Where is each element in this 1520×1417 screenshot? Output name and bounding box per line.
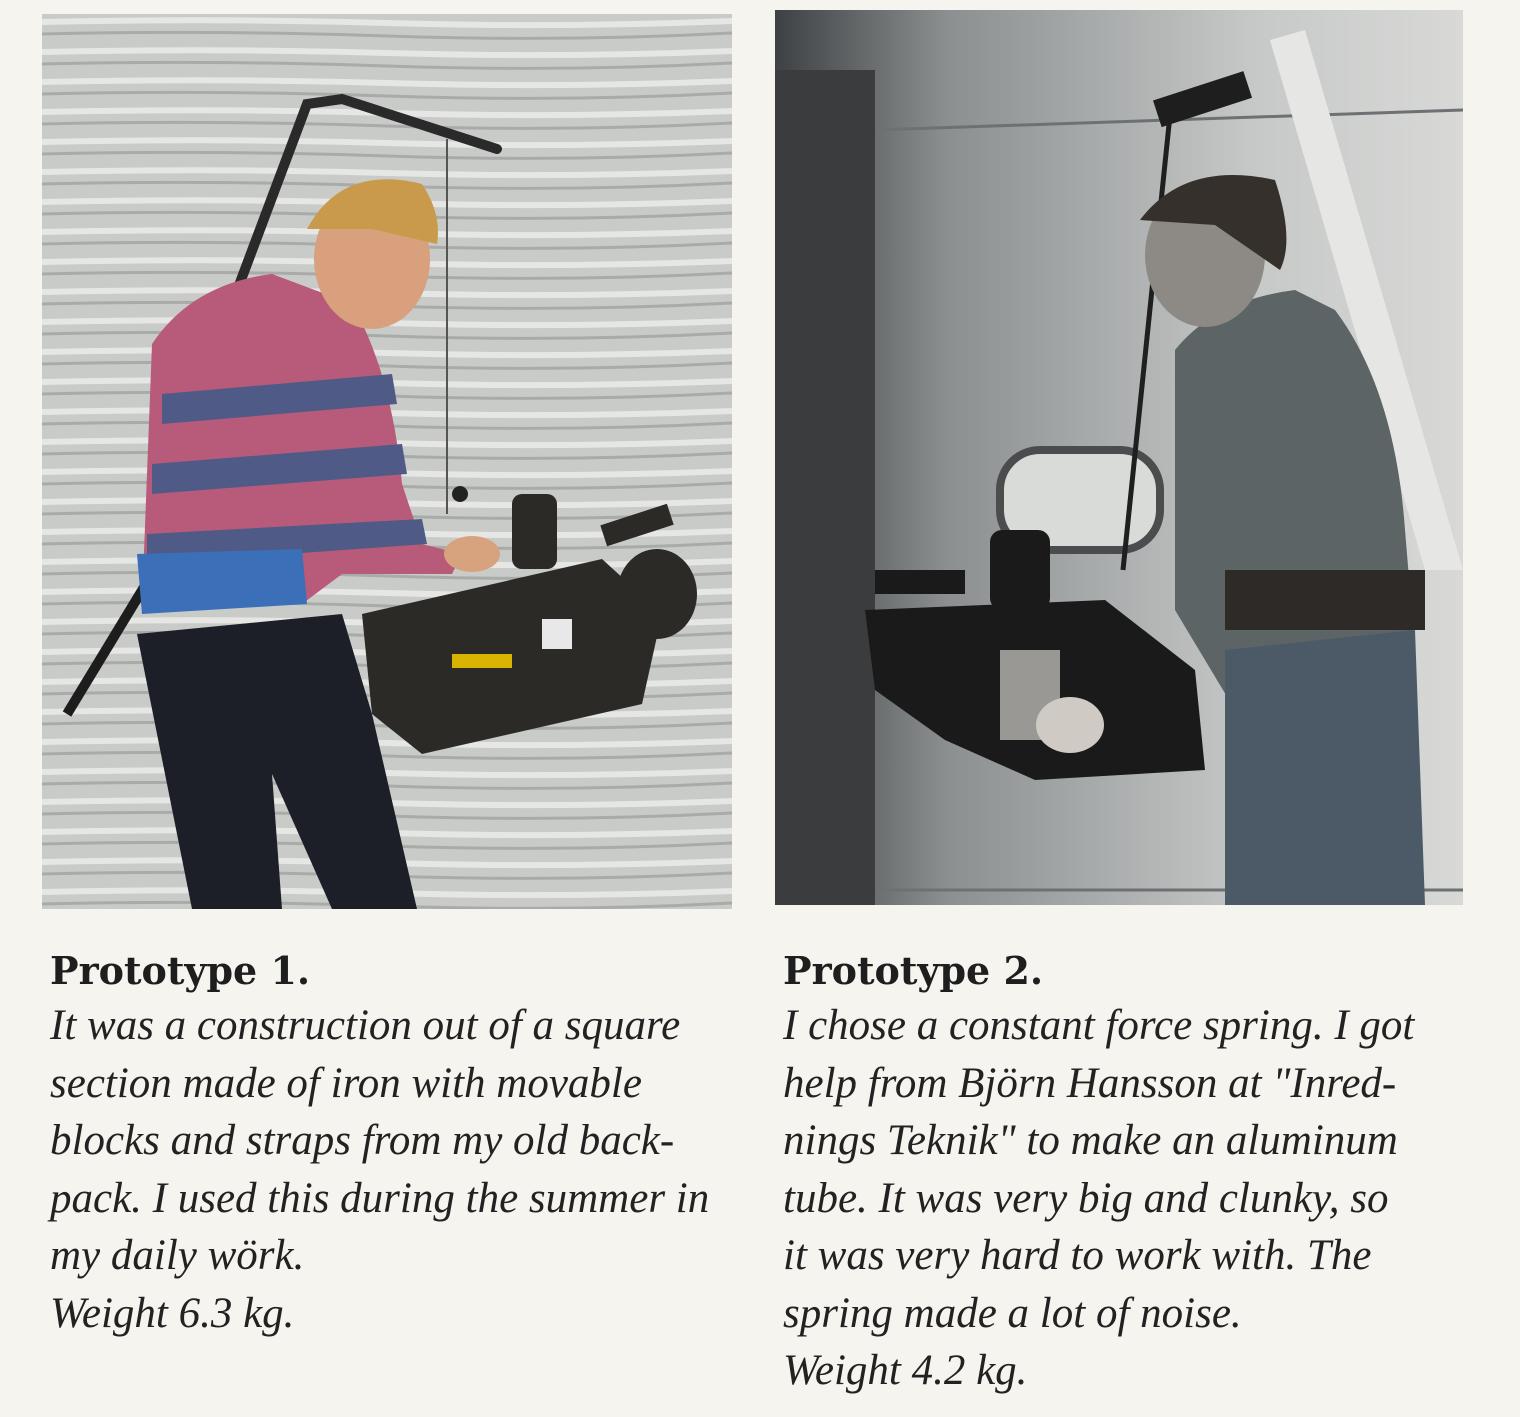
caption-line: I chose a constant force spring. I got — [783, 1002, 1415, 1049]
caption-line: spring made a lot of noise. — [783, 1289, 1242, 1337]
caption-line: nings Teknik" to make an aluminum — [783, 1117, 1398, 1164]
caption-line: pack. I used this during the summer in — [50, 1174, 710, 1222]
caption-line: tube. It was very big and clunky, so — [783, 1174, 1389, 1222]
caption-prototype-1 — [50, 945, 740, 1342]
caption-line: help from Björn Hansson at "Inred- — [783, 1059, 1397, 1107]
caption-line: it was very hard to work with. The — [783, 1232, 1372, 1279]
caption-title: Prototype 1. — [50, 948, 311, 993]
caption-line: blocks and straps from my old back- — [50, 1117, 675, 1164]
caption-title: Prototype 2. — [783, 948, 1044, 993]
photo-prototype-2 — [775, 10, 1463, 905]
caption-line: my daily wörk. — [50, 1232, 305, 1279]
caption-line: section made of iron with movable — [50, 1059, 642, 1107]
caption-weight: Weight 6.3 kg. — [50, 1289, 295, 1337]
photo-prototype-1 — [42, 14, 732, 909]
photo-prototype-2-image — [775, 10, 1463, 905]
photo-prototype-1-image — [42, 14, 732, 909]
caption-weight: Weight 4.2 kg. — [783, 1347, 1028, 1394]
caption-prototype-2 — [783, 945, 1473, 1400]
caption-line: It was a construction out of a square — [50, 1002, 681, 1049]
